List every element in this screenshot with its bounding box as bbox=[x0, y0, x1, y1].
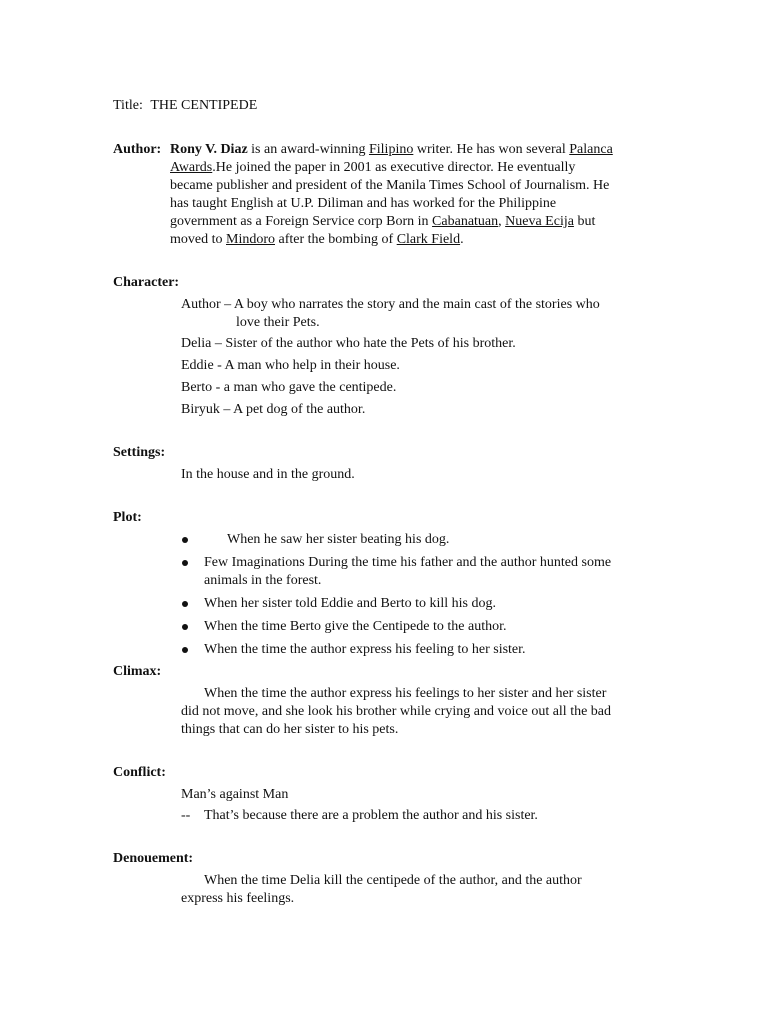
author-text: is an award-winning bbox=[247, 142, 369, 157]
denouement-heading: Denouement: bbox=[113, 851, 194, 866]
link-palanca[interactable]: Palanca bbox=[569, 142, 613, 157]
plot-item-5: When the time the author express his feeling to her sister. bbox=[204, 642, 526, 657]
author-label: Author: bbox=[113, 142, 162, 157]
link-mindoro[interactable]: Mindoro bbox=[226, 232, 275, 247]
author-text: .He joined the paper in 2001 as executive director. He eventually bbox=[212, 160, 576, 175]
character-biryuk: Biryuk – A pet dog of the author. bbox=[181, 402, 366, 417]
link-filipino[interactable]: Filipino bbox=[368, 142, 414, 157]
author-line-3: became publisher and president of the Manila Times School of Journalism. He bbox=[170, 178, 610, 193]
title-value: THE CENTIPEDE bbox=[150, 98, 258, 113]
author-text: after the bombing of bbox=[275, 232, 397, 247]
settings-heading: Settings: bbox=[113, 445, 166, 460]
title-label: Title bbox=[113, 98, 139, 113]
author-line-5 bbox=[170, 213, 595, 231]
author-line-4: has taught English at U.P. Diliman and has worked for the Philippine bbox=[170, 196, 557, 211]
climax-line-2: did not move, and she look his brother while crying and voice out all the bad bbox=[181, 704, 612, 719]
climax-line-3: things that can do her sister to his pets. bbox=[181, 722, 399, 737]
plot-item-2-line-2: animals in the forest. bbox=[204, 573, 322, 588]
conflict-reason: That’s because there are a problem the author and his sister. bbox=[204, 808, 538, 823]
conflict-heading: Conflict: bbox=[113, 765, 166, 780]
plot-item-2-line-1: Few Imaginations During the time his father and the author hunted some bbox=[204, 555, 612, 570]
conflict-type: Man’s against Man bbox=[181, 787, 289, 802]
bullet-icon bbox=[182, 647, 188, 653]
bullet-icon bbox=[182, 560, 188, 566]
character-delia: Delia – Sister of the author who hate the Pets of his brother. bbox=[181, 336, 516, 351]
climax-heading: Climax: bbox=[113, 664, 162, 679]
author-text: , bbox=[498, 214, 506, 229]
denouement-line-1: When the time Delia kill the centipede of the author, and the author bbox=[204, 873, 582, 888]
character-author-line-2: love their Pets. bbox=[236, 315, 320, 330]
author-text: moved to bbox=[170, 232, 226, 247]
author-name: Rony V. Diaz bbox=[170, 142, 248, 157]
settings-text: In the house and in the ground. bbox=[181, 467, 355, 482]
denouement-line-2: express his feelings. bbox=[181, 891, 295, 906]
plot-heading: Plot: bbox=[113, 510, 142, 525]
conflict-dash: -- bbox=[181, 808, 191, 823]
author-line-1 bbox=[170, 141, 613, 159]
author-text: government as a Foreign Service corp Born in bbox=[170, 214, 433, 229]
bullet-icon bbox=[182, 537, 188, 543]
title-separator: : bbox=[138, 98, 143, 113]
title-line bbox=[113, 97, 257, 115]
bullet-icon bbox=[182, 624, 188, 630]
author-text: writer. He has won several bbox=[413, 142, 570, 157]
link-clark-field[interactable]: Clark Field bbox=[396, 232, 461, 247]
character-author-line-1: Author – A boy who narrates the story and the main cast of the stories who bbox=[181, 297, 600, 312]
character-berto: Berto - a man who gave the centipede. bbox=[181, 380, 397, 395]
plot-item-3: When her sister told Eddie and Berto to kill his dog. bbox=[204, 596, 497, 611]
author-line-2 bbox=[170, 159, 575, 177]
author-text: but bbox=[573, 214, 596, 229]
link-cabanatuan[interactable]: Cabanatuan bbox=[432, 214, 499, 229]
author-line-6 bbox=[170, 231, 464, 249]
climax-line-1: When the time the author express his feelings to her sister and her sister bbox=[204, 686, 607, 701]
link-awards[interactable]: Awards bbox=[170, 160, 213, 175]
link-nueva-ecija[interactable]: Nueva Ecija bbox=[505, 214, 574, 229]
plot-item-4: When the time Berto give the Centipede to the author. bbox=[204, 619, 507, 634]
plot-item-1: When he saw her sister beating his dog. bbox=[227, 532, 450, 547]
character-heading: Character: bbox=[113, 275, 180, 290]
bullet-icon bbox=[182, 601, 188, 607]
author-text: . bbox=[460, 232, 464, 247]
character-eddie: Eddie - A man who help in their house. bbox=[181, 358, 400, 373]
